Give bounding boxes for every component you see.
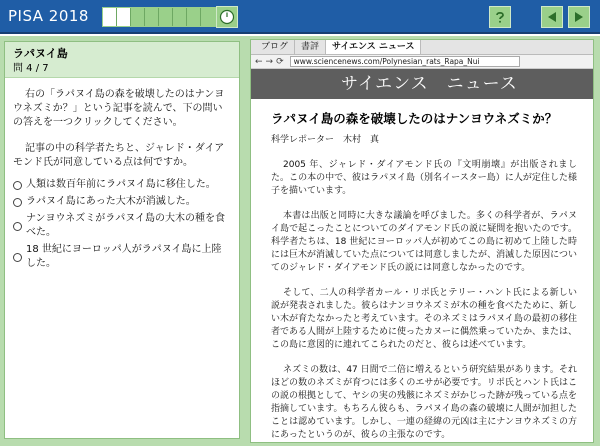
progress-segment	[173, 8, 187, 26]
top-bar	[0, 0, 600, 34]
tab-science-news[interactable]: サイエンス ニュース	[326, 40, 421, 54]
article-headline: ラパヌイ島の森を破壊したのはナンヨウネズミか？	[271, 111, 558, 126]
answer-option-label: ラパヌイ島にあった大木が消滅した。	[26, 196, 196, 207]
stimulus-panel	[246, 36, 600, 446]
answer-option-2[interactable]	[13, 195, 231, 209]
answer-option-4[interactable]	[13, 243, 231, 271]
answer-option-label: 人類は数百年前にラパヌイ島に移住した。	[26, 179, 216, 190]
back-button[interactable]	[541, 6, 563, 28]
answer-options	[13, 178, 231, 271]
article-paragraph: ネズミの数は、47 日間で二倍に増えるという研究結果があります。それほどの数のネズミが育つには多くのエサが必要です。リポ氏とハント氏はこの説の根拠として、ヤシの実の残骸にネズミがかじった跡が残っている点を指摘しています。もちろん彼らも、ラパヌイ島の森の破壊に人間が加担したことは認めています。しかし、一連の経緯の元凶は主にナンヨウネズミの方にあったというのが、彼らの主張なのです。	[271, 365, 577, 440]
radio-button[interactable]	[13, 198, 22, 207]
browser-tabs	[251, 40, 593, 55]
answer-option-label: ナンヨウネズミがラパヌイ島の大木の種を食べた。	[26, 213, 225, 238]
browser-window	[250, 39, 594, 443]
browser-back-icon[interactable]: ←	[255, 56, 263, 67]
question-panel	[0, 36, 246, 446]
help-button[interactable]	[489, 6, 511, 28]
question-body	[5, 78, 239, 271]
progress-bar	[102, 7, 216, 27]
question-mark-icon	[493, 10, 507, 24]
answer-option-1[interactable]	[13, 178, 231, 192]
question-instruction: 右の「ラパヌイ島の森を破壊したのはナンヨウネズミか？」という記事を読んで、下の問いの答えを一つクリックしてください。	[13, 89, 225, 128]
answer-option-label: 18 世紀にヨーロッパ人がラパヌイ島に上陸した。	[26, 244, 222, 269]
progress-segment	[131, 8, 145, 26]
question-header	[5, 42, 239, 78]
url-field: www.sciencenews.com/Polynesian_rats_Rapa_Nui	[290, 56, 520, 67]
article-paragraph: 本書は出版と同時に大きな議論を呼びました。多くの科学者が、ラパヌイ島で起こったことについてのダイアモンド氏の説に疑問を抱いたのです。科学者たちは、18 世紀にヨーロッパ人が初めてこの島に初めて上陸した時には巨木が消滅していた点については同意しましたが、消滅した原因についてのジャレド・ダイアモンド氏の説には同意しなかったのです。	[271, 211, 577, 273]
browser-forward-icon[interactable]: →	[265, 56, 274, 67]
refresh-icon[interactable]: ⟳	[276, 56, 284, 67]
question-stem: 記事の中の科学者たちと、ジャレド・ダイアモンド氏が同意している点は何ですか。	[13, 143, 225, 168]
answer-option-3[interactable]	[13, 212, 231, 240]
article	[251, 99, 593, 442]
question-number: 問 4 / 7	[13, 63, 49, 74]
tab-book-review[interactable]: 書評	[295, 40, 326, 54]
progress-segment	[117, 8, 131, 26]
next-button[interactable]	[568, 6, 590, 28]
progress-segment	[159, 8, 173, 26]
tab-blog[interactable]: ブログ	[255, 40, 295, 54]
progress-segment	[187, 8, 201, 26]
address-bar	[251, 55, 593, 69]
article-byline: 科学レポーター 木村 真	[271, 135, 380, 145]
clock-icon	[219, 9, 235, 25]
progress-segment	[201, 8, 215, 26]
site-banner: サイエンス ニュース	[251, 69, 593, 99]
app-title: PISA 2018	[8, 7, 89, 25]
radio-button[interactable]	[13, 181, 22, 190]
timer-button[interactable]	[216, 6, 238, 28]
radio-button[interactable]	[13, 253, 22, 262]
question-card	[4, 41, 240, 439]
progress-segment	[145, 8, 159, 26]
article-paragraph: そして、二人の科学者カール・リポ氏とテリー・ハント氏による新しい説が発表されました。彼らはナンヨウネズミが木の種を食べたために、新しい木が育たなかったと考えています。そのネズミはラパヌイ島の最初の移住者である人間が上陸するために使ったカヌーに偶然乗っていたか、または、この島に意図的に連れてこられたのだと、彼らは述べています。	[271, 288, 578, 350]
arrow-right-icon	[572, 10, 586, 24]
unit-title: ラパヌイ島	[13, 47, 68, 60]
article-paragraph: 2005 年、ジャレド・ダイアモンド氏の『文明崩壊』が出版されました。この本の中で、彼はラパヌイ島（別名イースター島）に人が定住した様子を描いています。	[271, 160, 577, 196]
radio-button[interactable]	[13, 222, 22, 231]
progress-segment	[103, 8, 117, 26]
arrow-left-icon	[545, 10, 559, 24]
